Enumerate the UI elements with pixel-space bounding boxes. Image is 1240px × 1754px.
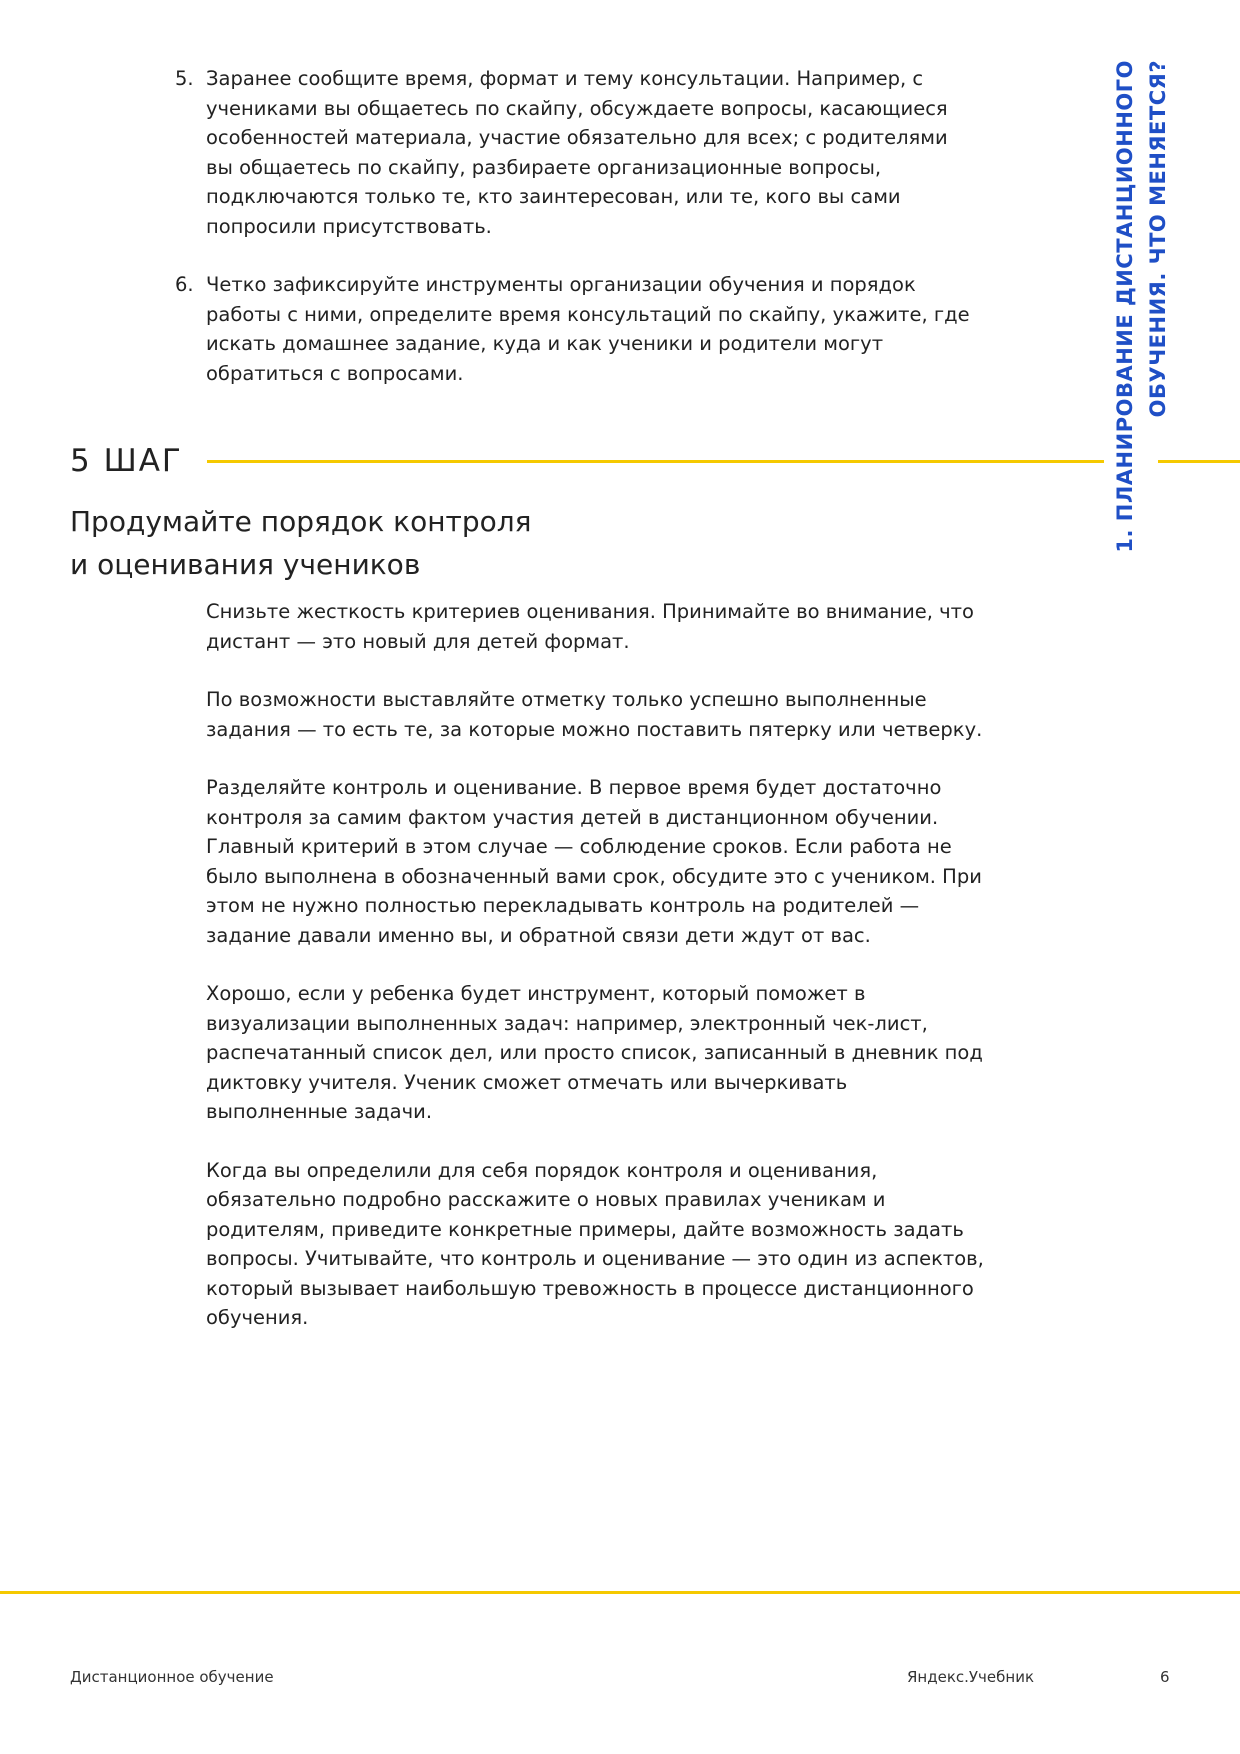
footer-rule — [0, 1591, 1240, 1594]
step-label: 5 ШАГ — [70, 443, 183, 479]
list-item-text: Заранее сообщите время, формат и тему консультации. Например, с учениками вы общаетесь по скайпу, обсуждаете вопросы, касающиеся особенностей материала, участие обязательно для всех; с родителями вы общаетесь по скайпу, разбираете организационные вопросы, подключаются только те, кто заинтересован, или те, кого вы сами попросили присутствовать. — [206, 67, 948, 238]
section-title-line-1: Продумайте порядок контроля — [70, 505, 532, 538]
body-paragraph: Когда вы определили для себя порядок контроля и оценивания, обязательно подробно расскажите о новых правилах ученикам и родителям, приведите конкретные примеры, дайте возможность задать вопросы. Учитывайте, что контроль и оценивание — это один из аспектов, который вызывает наибольшую тревожность в процессе дистанционного обучения. — [206, 1158, 984, 1329]
section-title-line-2: и оценивания учеников — [70, 548, 421, 581]
step-rule-left — [207, 460, 1104, 463]
section-title — [70, 500, 670, 586]
footer-brand: Яндекс.Учебник — [907, 1668, 1035, 1686]
footer-document-title: Дистанционное обучение — [70, 1668, 274, 1686]
chapter-label-line-2: ОБУЧЕНИЯ. ЧТО МЕНЯЕТСЯ? — [1146, 60, 1170, 418]
section-body — [206, 597, 986, 1362]
body-paragraph: Разделяйте контроль и оценивание. В первое время будет достаточно контроля за самим фактом участия детей в дистанционном обучении. Главный критерий в этом случае — соблюдение сроков. Если работа не было выполнена в обозначенный вами срок, обсудите это с учеником. При этом не нужно полностью перекладывать контроль на родителей — задание давали именно вы, и обратной связи дети ждут от вас. — [206, 776, 982, 947]
body-paragraph: По возможности выставляйте отметку только успешно выполненные задания — то есть те, за которые можно поставить пятерку или четверку. — [206, 688, 983, 741]
body-paragraph: Хорошо, если у ребенка будет инструмент, который поможет в визуализации выполненных задач: например, электронный чек-лист, распечатанный список дел, или просто список, записанный в дневник под диктовку учителя. Ученик сможет отмечать или вычеркивать выполненные задачи. — [206, 982, 983, 1123]
list-item — [175, 270, 975, 388]
body-paragraph: Снизьте жесткость критериев оценивания. Принимайте во внимание, что дистант — это новый для детей формат. — [206, 600, 974, 653]
numbered-list — [175, 64, 975, 417]
chapter-label-line-1: 1. ПЛАНИРОВАНИЕ ДИСТАНЦИОННОГО — [1113, 60, 1137, 553]
chapter-side-label — [1109, 60, 1205, 560]
step-header — [70, 438, 1240, 484]
list-item-number: 5. — [175, 67, 194, 90]
list-item-text: Четко зафиксируйте инструменты организации обучения и порядок работы с ними, определите время консультаций по скайпу, укажите, где искать домашнее задание, куда и как ученики и родители могут обратиться с вопросами. — [206, 273, 970, 385]
page-number: 6 — [1160, 1668, 1170, 1686]
list-item-number: 6. — [175, 273, 194, 296]
list-item — [175, 64, 975, 241]
